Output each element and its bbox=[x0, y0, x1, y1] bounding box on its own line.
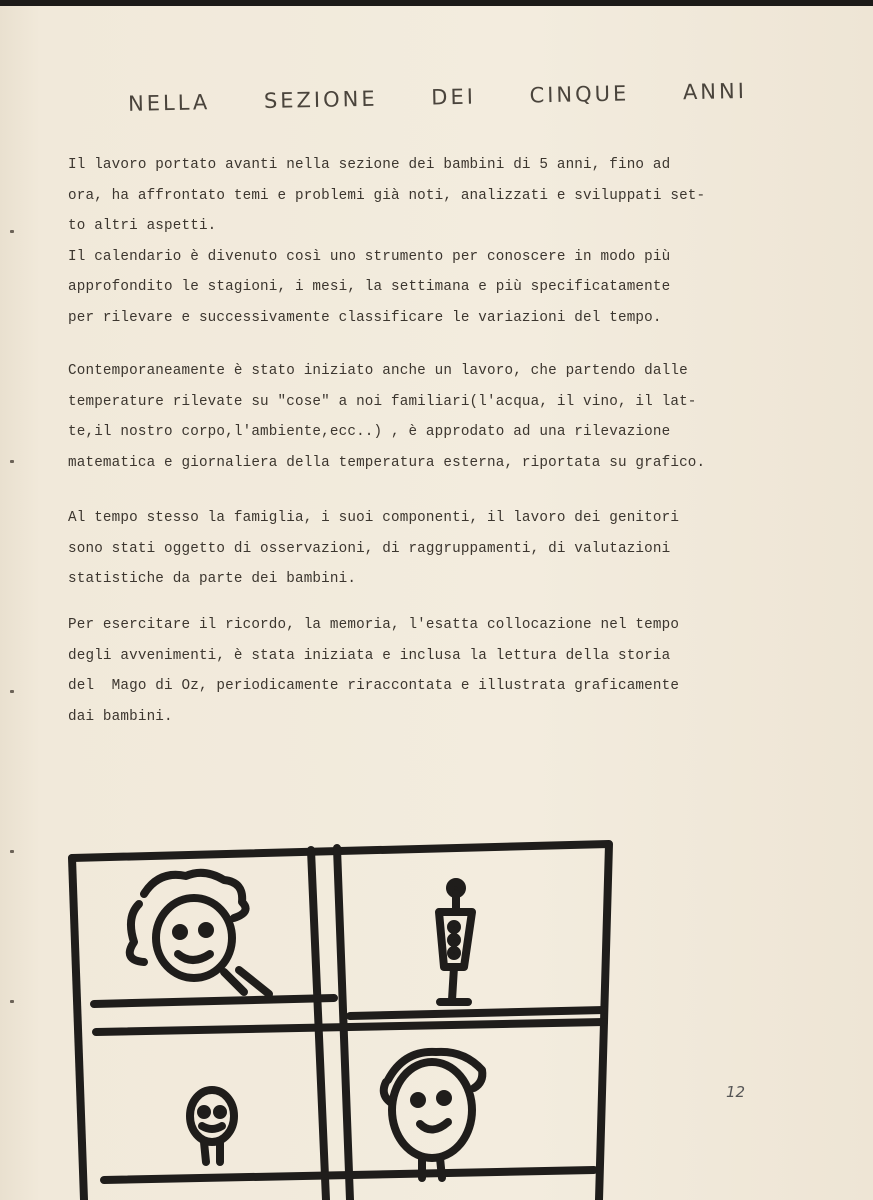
text-line: Per esercitare il ricordo, la memoria, l'esatta collocazione nel tempo bbox=[68, 617, 680, 633]
text-line: ora, ha affrontato temi e problemi già noti, analizzati e sviluppati set- bbox=[68, 187, 706, 204]
child-face-icon bbox=[384, 1052, 483, 1178]
text-line: approfondito le stagioni, i mesi, la settimana e più specificatamente bbox=[68, 279, 671, 295]
text-line: Il calendario è divenuto così uno strumento per conoscere in modo più bbox=[68, 248, 671, 265]
text-line: to altri aspetti. bbox=[68, 218, 217, 234]
paragraph-2 bbox=[68, 356, 848, 478]
binding-hole bbox=[10, 460, 14, 463]
paragraph-4 bbox=[68, 610, 848, 732]
text-line: sono stati oggetto di osservazioni, di raggruppamenti, di valutazioni bbox=[68, 540, 671, 557]
paragraph-3 bbox=[68, 503, 848, 595]
text-line: Il lavoro portato avanti nella sezione dei bambini di 5 anni, fino ad bbox=[68, 157, 671, 173]
binding-hole bbox=[10, 1000, 14, 1003]
text-line: te,il nostro corpo,l'ambiente,ecc..) , è approdato ad una rilevazione bbox=[68, 424, 671, 440]
child-face-icon bbox=[190, 1090, 234, 1162]
drawing-frame bbox=[72, 858, 84, 1200]
text-line: matematica e giornaliera della temperatura esterna, riportata su grafico. bbox=[68, 454, 706, 471]
page-title: NELLA SEZIONE DEI CINQUE ANNI bbox=[127, 78, 748, 116]
page-number: 12 bbox=[726, 1083, 746, 1101]
drawing-divider bbox=[350, 1010, 604, 1016]
paragraph-1 bbox=[68, 150, 848, 333]
binding-hole bbox=[10, 230, 14, 233]
drawing-divider bbox=[96, 1022, 604, 1032]
text-line: del Mago di Oz, periodicamente riraccontata e illustrata graficamente bbox=[68, 678, 680, 694]
thermometer-icon bbox=[439, 882, 472, 1002]
text-line: Contemporaneamente è stato iniziato anche un lavoro, che partendo dalle bbox=[68, 363, 688, 379]
text-line: statistiche da parte dei bambini. bbox=[68, 571, 357, 587]
drawing-divider bbox=[104, 1170, 594, 1180]
binding-hole bbox=[10, 690, 14, 693]
text-line: Al tempo stesso la famiglia, i suoi componenti, il lavoro dei genitori bbox=[68, 510, 680, 526]
binding-hole bbox=[10, 850, 14, 853]
text-line: per rilevare e successivamente classificare le variazioni del tempo. bbox=[68, 309, 662, 326]
scan-top-edge bbox=[0, 0, 873, 6]
drawing-divider bbox=[94, 998, 334, 1004]
text-line: degli avvenimenti, è stata iniziata e inclusa la lettura della storia bbox=[68, 647, 671, 664]
child-face-icon bbox=[130, 873, 269, 994]
childrens-drawing bbox=[64, 832, 624, 1200]
text-line: dai bambini. bbox=[68, 708, 173, 725]
text-line: temperature rilevate su "cose" a noi familiari(l'acqua, il vino, il lat- bbox=[68, 393, 697, 410]
